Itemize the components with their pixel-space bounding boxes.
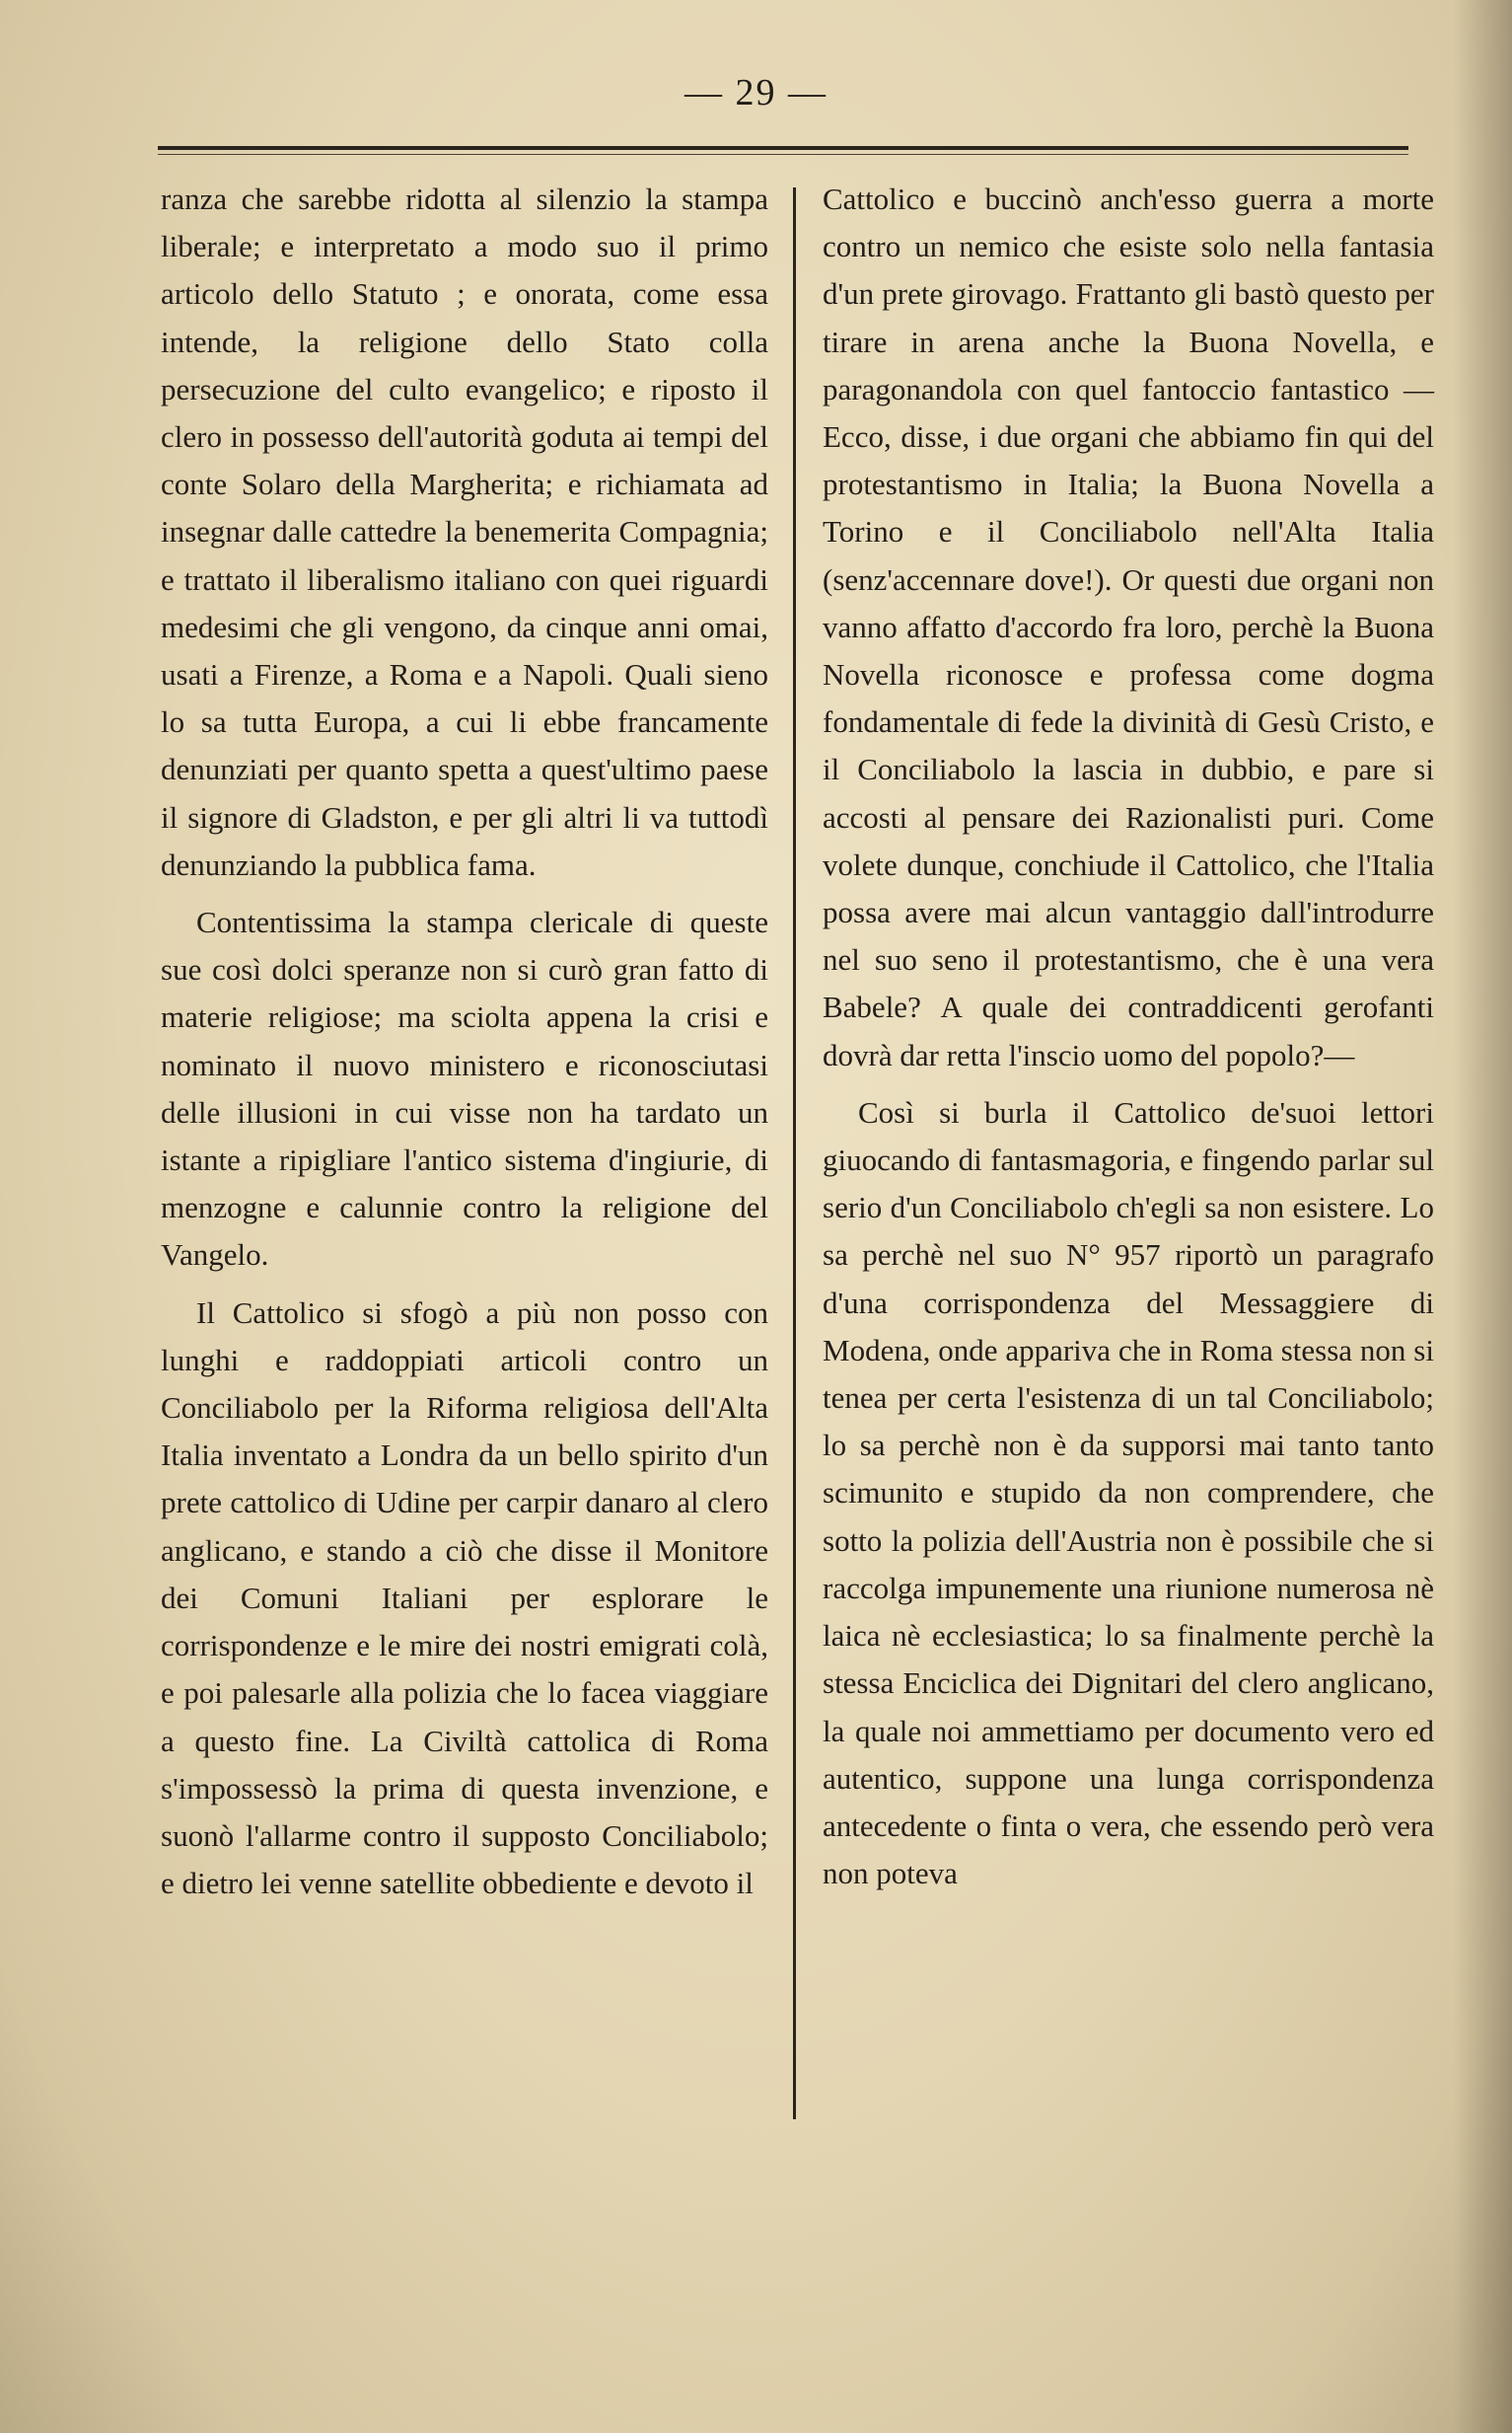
header-rule-thin — [158, 154, 1408, 155]
column-separator — [793, 187, 796, 2119]
right-paragraph-2: Così si burla il Cattolico de'suoi lettori giuocando di fantasmagoria, e fingendo parlar sul serio d'un Conciliabolo ch'egli sa non esistere. Lo sa perchè nel suo N° 957 riportò un paragrafo d'una corrispondenza del Messaggiere di Modena, onde appariva che in Roma stessa non si tenea per certa l'esistenza di un tal Conciliabolo; lo sa perchè non è da supporsi mai tanto tanto scimunito e stupido da non comprendere, che sotto la polizia dell'Austria non è possibile che si raccolga impunemente una riunione numerosa nè laica nè ecclesiastica; lo sa finalmente perchè la stessa Enciclica dei Dignitari del clero anglicano, la quale noi ammettiamo per documento vero ed autentico, suppone una lunga corrispondenza antecedente o finta o vera, che essendo però vera non poteva — [823, 1094, 1434, 1891]
left-paragraph-2: Contentissima la stampa clericale di queste sue così dolci speranze non si curò gran fatto di materie religiose; ma sciolta appena la crisi e nominato il nuovo ministero e riconosciutasi delle illusioni in cui visse non ha tardato un istante a ripigliare l'antico sistema d'ingiurie, di menzogne e calunnie contro la religione del Vangelo. — [161, 905, 768, 1273]
left-paragraph-3: Il Cattolico si sfogò a più non posso con lunghi e raddoppiati articoli contro un Conciliabolo per la Riforma religiosa dell'Alta Italia inventato a Londra da un bello spirito d'un prete cattolico di Udine per carpir danaro al clero anglicano, e stando a ciò che disse il Monitore dei Comuni Italiani per esplorare le corrispondenze e le mire dei nostri emigrati colà, e poi palesarle alla polizia che lo facea viaggiare a questo fine. La Civiltà cattolica di Roma s'impossessò la prima di questa invenzione, e suonò l'allarme contro il supposto Conciliabolo; e dietro lei venne satellite obbediente e devoto il — [161, 1294, 768, 1901]
right-paragraph-1: Cattolico e buccinò anch'esso guerra a morte contro un nemico che esiste solo nella fantasia d'un prete girovago. Frattanto gli bastò questo per tirare in arena anche la Buona Novella, e paragonandola con quel fantoccio fantastico — Ecco, disse, i due organi che abbiamo fin qui del protestantismo in Italia; la Buona Novella a Torino e il Conciliabolo nell'Alta Italia (senz'accennare dove!). Or questi due organi non vanno affatto d'accordo fra loro, perchè la Buona Novella riconosce e professa come dogma fondamentale di fede la divinità di Gesù Cristo, e il Conciliabolo la lascia in dubbio, e pare si accosti al pensare dei Razionalisti puri. Come volete dunque, conchiude il Cattolico, che l'Italia possa avere mai alcun vantaggio dall'introdurre nel suo seno il protestantismo, che è una vera Babele? A quale dei contraddicenti gerofanti dovrà dar retta l'inscio uomo del popolo?— — [823, 182, 1434, 1072]
left-paragraph-1: ranza che sarebbe ridotta al silenzio la stampa liberale; e interpretato a modo suo il primo articolo dello Statuto ; e onorata, come essa intende, la religione dello Stato colla persecuzione del culto evangelico; e riposto il clero in possesso dell'autorità goduta ai tempi del conte Solaro della Margherita; e richiamata ad insegnar dalle cattedre la benemerita Compagnia; e trattato il liberalismo italiano con quei riguardi medesimi che gli vengono, da cinque anni omai, usati a Firenze, a Roma e a Napoli. Quali sieno lo sa tutta Europa, a cui li ebbe francamente denunziati per quanto spetta a quest'ultimo paese il signore di Gladston, e per gli altri li va tuttodì denunziando la pubblica fama. — [161, 182, 768, 882]
page-number: — 29 — — [684, 72, 828, 113]
right-column — [823, 176, 1434, 1907]
header-rule — [158, 146, 1408, 150]
left-column — [161, 176, 768, 1917]
